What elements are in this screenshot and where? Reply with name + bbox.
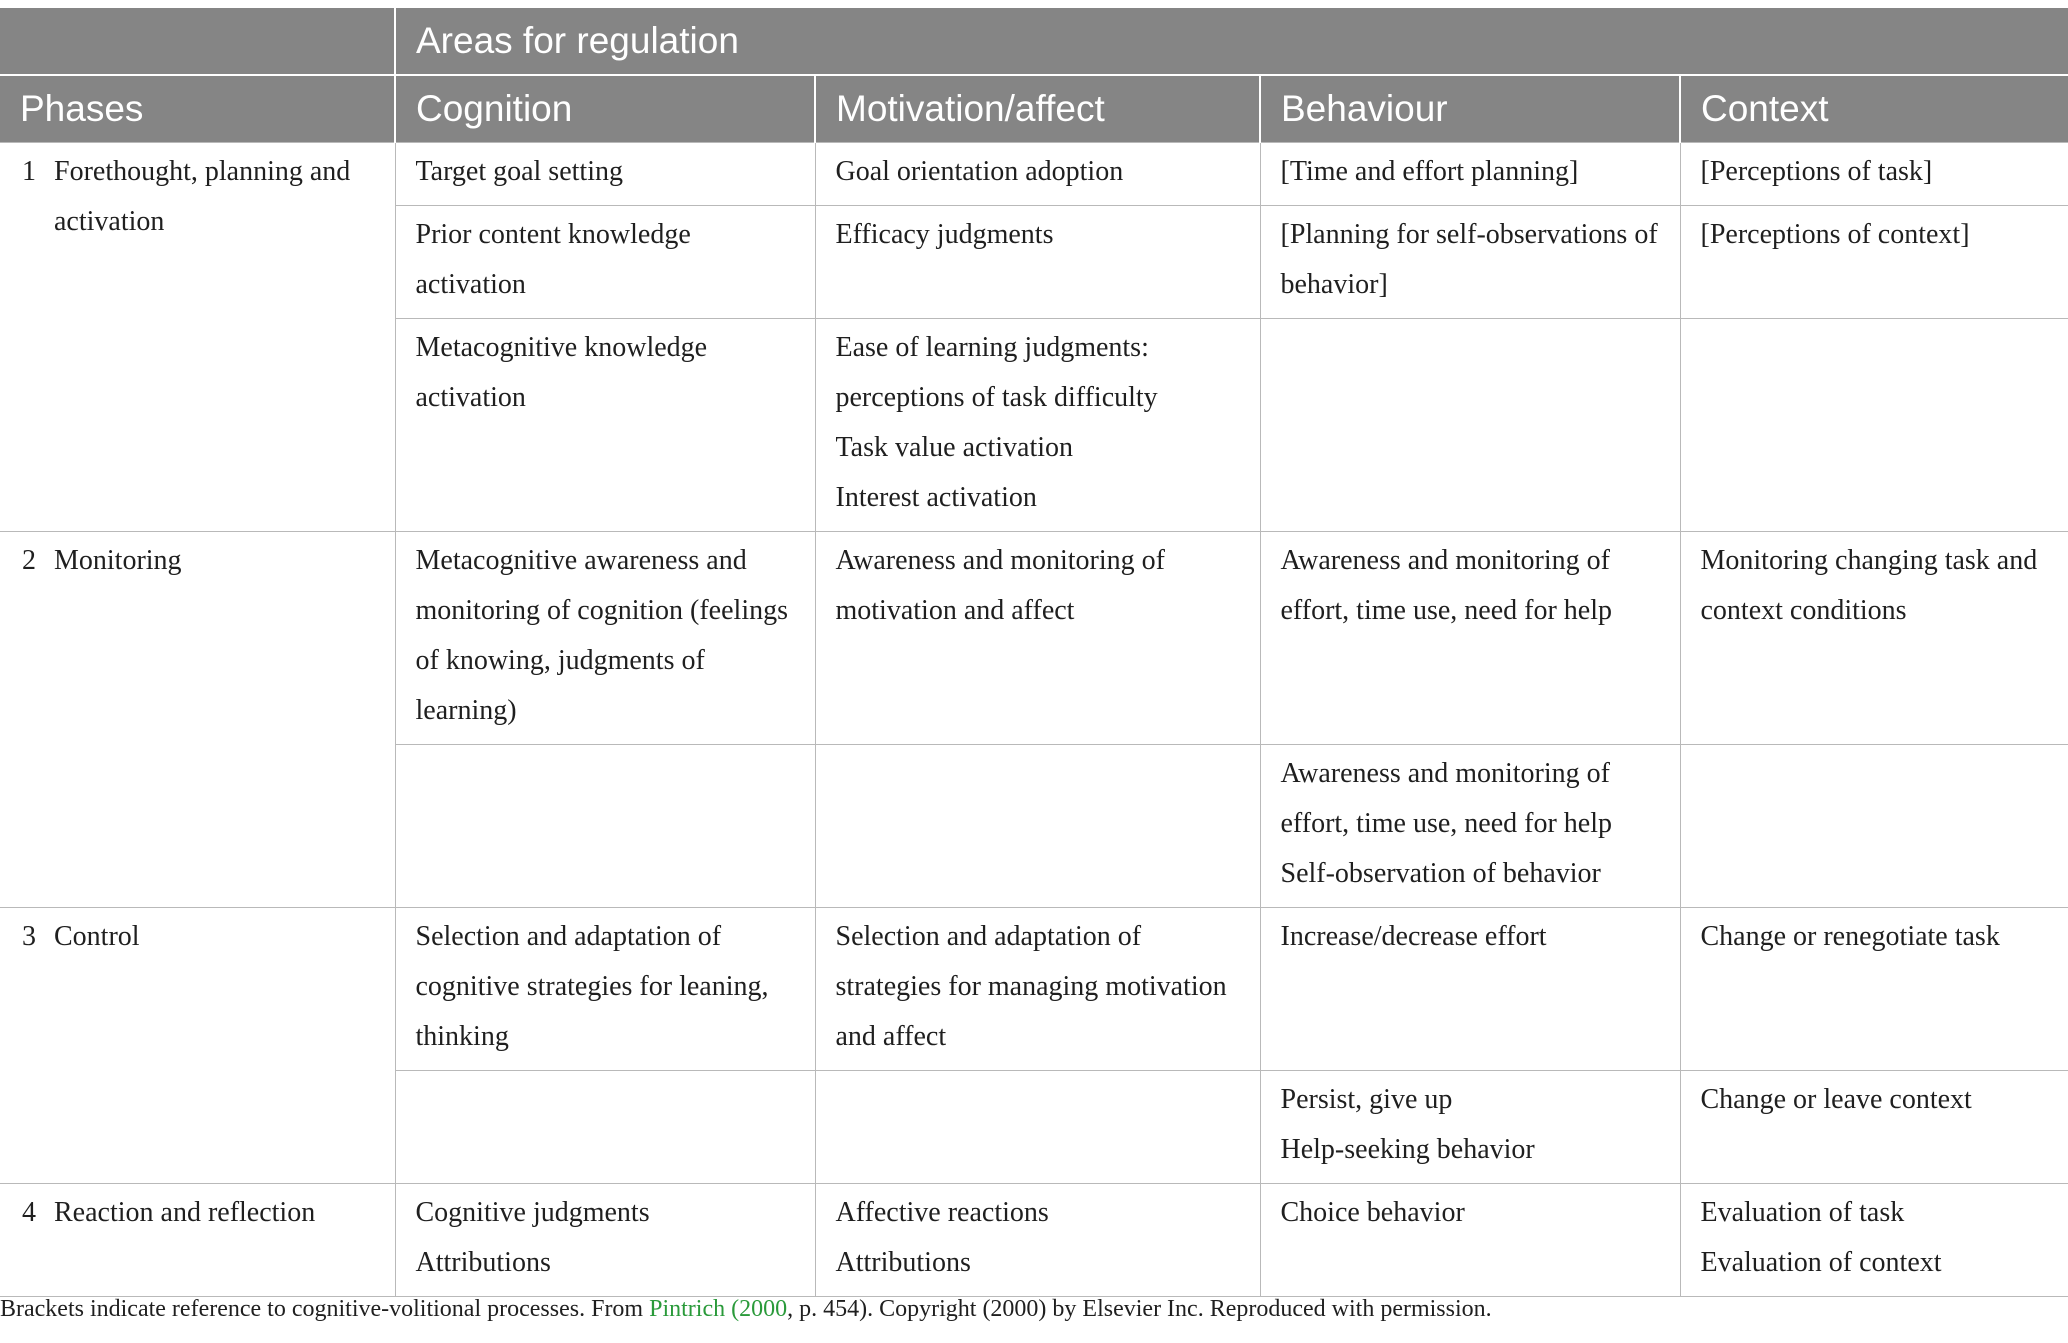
header-spacer	[0, 8, 395, 75]
phase-cell	[0, 143, 395, 532]
context-cell	[1680, 1071, 2068, 1184]
table-row	[0, 143, 2068, 206]
footnote-text: Brackets indicate reference to cognitive-volitional processes. From	[0, 1296, 650, 1322]
motivation-cell	[815, 206, 1260, 319]
context-item: [Perceptions of context]	[1700, 219, 1970, 250]
cognition-cell	[395, 532, 815, 745]
behaviour-cell	[1260, 1184, 1680, 1297]
header-phases: Phases	[0, 75, 395, 143]
motivation-item: Task value activation	[835, 432, 1074, 463]
context-cell	[1680, 745, 2068, 908]
cognition-item: Cognitive judgments	[415, 1197, 650, 1228]
motivation-item: Affective reactions	[835, 1197, 1049, 1228]
behaviour-item: Increase/decrease effort	[1280, 921, 1547, 952]
header-behaviour: Behaviour	[1260, 75, 1680, 143]
context-item: Change or renegotiate task	[1700, 921, 2000, 952]
motivation-item: Attributions	[835, 1247, 971, 1278]
context-cell	[1680, 143, 2068, 206]
context-item: Monitoring changing task and context conditions	[1700, 545, 2038, 626]
behaviour-item: Awareness and monitoring of effort, time use, need for help	[1280, 545, 1612, 626]
behaviour-cell	[1260, 745, 1680, 908]
behaviour-item: [Planning for self-observations of behavior]	[1280, 219, 1658, 300]
behaviour-cell	[1260, 908, 1680, 1071]
cognition-item: Metacognitive knowledge activation	[415, 332, 708, 413]
cognition-item: Prior content knowledge activation	[415, 219, 691, 300]
motivation-item: Goal orientation adoption	[835, 156, 1124, 187]
behaviour-cell	[1260, 206, 1680, 319]
motivation-cell	[815, 319, 1260, 532]
phase-cell	[0, 908, 395, 1184]
phase-name: Monitoring	[54, 545, 182, 576]
behaviour-cell	[1260, 143, 1680, 206]
motivation-cell	[815, 908, 1260, 1071]
context-cell	[1680, 1184, 2068, 1297]
phase-number: 4	[22, 1197, 36, 1228]
motivation-cell	[815, 1071, 1260, 1184]
cognition-cell	[395, 908, 815, 1071]
context-cell	[1680, 206, 2068, 319]
behaviour-cell	[1260, 319, 1680, 532]
table-row	[0, 1184, 2068, 1297]
cognition-cell	[395, 206, 815, 319]
behaviour-item: [Time and effort planning]	[1280, 156, 1579, 187]
context-item: Evaluation of context	[1700, 1247, 1942, 1278]
table-header	[0, 8, 2068, 143]
context-item: Change or leave context	[1700, 1084, 1972, 1115]
header-group-label: Areas for regulation	[395, 8, 2068, 75]
motivation-item: Efficacy judgments	[835, 219, 1054, 250]
cognition-cell	[395, 1184, 815, 1297]
behaviour-item: Self-observation of behavior	[1280, 858, 1601, 889]
regulation-table	[0, 8, 2068, 1297]
motivation-item: Selection and adaptation of strategies for managing motivation and affect	[835, 921, 1227, 1052]
motivation-cell	[815, 143, 1260, 206]
header-cognition: Cognition	[395, 75, 815, 143]
context-item: Evaluation of task	[1700, 1197, 1905, 1228]
motivation-item: Interest activation	[835, 482, 1037, 513]
context-cell	[1680, 908, 2068, 1071]
motivation-cell	[815, 1184, 1260, 1297]
behaviour-item: Help-seeking behavior	[1280, 1134, 1535, 1165]
cognition-item: Selection and adaptation of cognitive strategies for leaning, thinking	[415, 921, 769, 1052]
behaviour-cell	[1260, 1071, 1680, 1184]
phase-name: Forethought, planning and activation	[54, 156, 351, 237]
phase-number: 1	[22, 156, 36, 187]
motivation-cell	[815, 745, 1260, 908]
table-row	[0, 908, 2068, 1071]
phase-number: 2	[22, 545, 36, 576]
header-motivation: Motivation/affect	[815, 75, 1260, 143]
cognition-item: Attributions	[415, 1247, 551, 1278]
phase-name: Control	[54, 921, 140, 952]
phase-cell	[0, 1184, 395, 1297]
behaviour-item: Persist, give up	[1280, 1084, 1453, 1115]
context-cell	[1680, 319, 2068, 532]
table-row	[0, 532, 2068, 745]
cognition-item: Target goal setting	[415, 156, 623, 187]
behaviour-item: Choice behavior	[1280, 1197, 1465, 1228]
behaviour-item: Awareness and monitoring of effort, time use, need for help	[1280, 758, 1612, 839]
cognition-item: Metacognitive awareness and monitoring of cognition (feelings of knowing, judgments of learning)	[415, 545, 788, 726]
table-footnote	[0, 1296, 2068, 1323]
phase-cell	[0, 532, 395, 908]
regulation-table-container	[0, 8, 2068, 1297]
cognition-cell	[395, 319, 815, 532]
phase-number: 3	[22, 921, 36, 952]
table-body	[0, 143, 2068, 1297]
footnote-text-end: , p. 454). Copyright (2000) by Elsevier Inc. Reproduced with permission.	[787, 1296, 1492, 1322]
motivation-cell	[815, 532, 1260, 745]
header-context: Context	[1680, 75, 2068, 143]
context-item: [Perceptions of task]	[1700, 156, 1933, 187]
behaviour-cell	[1260, 532, 1680, 745]
phase-name: Reaction and reflection	[54, 1197, 316, 1228]
cognition-cell	[395, 143, 815, 206]
cognition-cell	[395, 745, 815, 908]
context-cell	[1680, 532, 2068, 745]
cognition-cell	[395, 1071, 815, 1184]
motivation-item: Awareness and monitoring of motivation and affect	[835, 545, 1165, 626]
motivation-item: Ease of learning judgments: perceptions of task difficulty	[835, 332, 1158, 413]
citation-link[interactable]: Pintrich (2000	[649, 1296, 788, 1322]
